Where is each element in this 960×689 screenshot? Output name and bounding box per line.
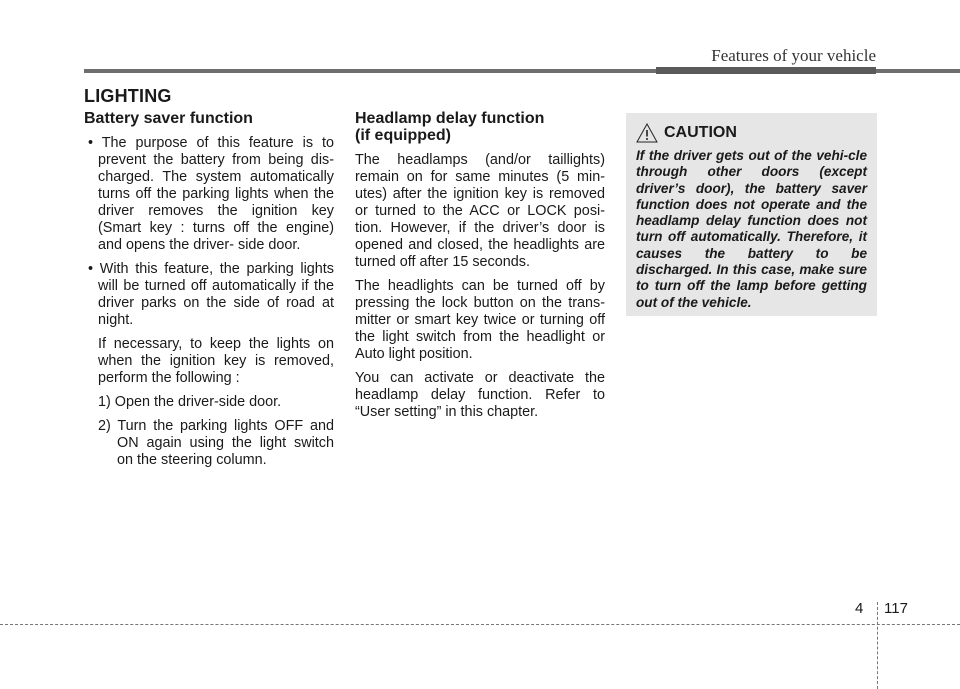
chapter-number: 4 xyxy=(855,600,864,617)
footer-divider xyxy=(877,602,878,689)
caution-box xyxy=(626,113,877,316)
caution-title: CAUTION xyxy=(664,124,737,141)
warning-triangle-icon xyxy=(636,123,658,143)
step-item: 1) Open the driver-side door. xyxy=(98,394,282,410)
headlamp-delay-heading: Headlamp delay function (if equipped) xyxy=(355,110,545,144)
bullet-item: • The purpose of this feature is to prevent the battery from being dis-charged. The system automatically turns off the parking lights when the driver removes the ignition key (Smart key : turns off the engine) and opens the driver- side door. xyxy=(88,135,335,253)
paragraph: You can activate or deactivate the headlamp delay function. Refer to “User setting” in this chapter. xyxy=(355,370,605,420)
chapter-heading: LIGHTING xyxy=(84,86,172,106)
paragraph: The headlamps (and/or taillights) remain on for same minutes (5 min-utes) after the ignition key is removed or turned to the ACC or LOCK posi-tion. However, if the driver’s door is opened and closed, the headlights are turned off after 15 seconds. xyxy=(355,152,605,270)
footer-rule xyxy=(0,624,960,625)
section-title: Features of your vehicle xyxy=(711,46,876,65)
caution-header xyxy=(636,123,867,143)
page-number: 117 xyxy=(884,600,908,617)
battery-saver-heading: Battery saver function xyxy=(84,110,253,127)
note-paragraph: If necessary, to keep the lights on when the ignition key is removed, perform the following : xyxy=(98,336,334,386)
paragraph: The headlights can be turned off by pressing the lock button on the trans-mitter or smart key twice or turning off the light switch from the headlight or Auto light position. xyxy=(355,278,605,362)
step-item: 2) Turn the parking lights OFF and ON again using the light switch on the steering column. xyxy=(98,418,334,468)
bullet-item: • With this feature, the parking lights will be turned off automatically if the driver parks on the side of road at night. xyxy=(88,261,334,328)
caution-text: If the driver gets out of the vehi-cle through other doors (except driver’s door), the battery saver function does not operate and the headlamp delay function does not turn off automatically. Therefore, it causes the battery to be discharged. In this case, make sure to turn off the lamp before getting out of the vehicle. xyxy=(636,148,867,310)
headlamp-delay-column xyxy=(355,110,605,428)
battery-saver-column xyxy=(84,110,334,476)
header-rule-accent xyxy=(656,67,876,74)
